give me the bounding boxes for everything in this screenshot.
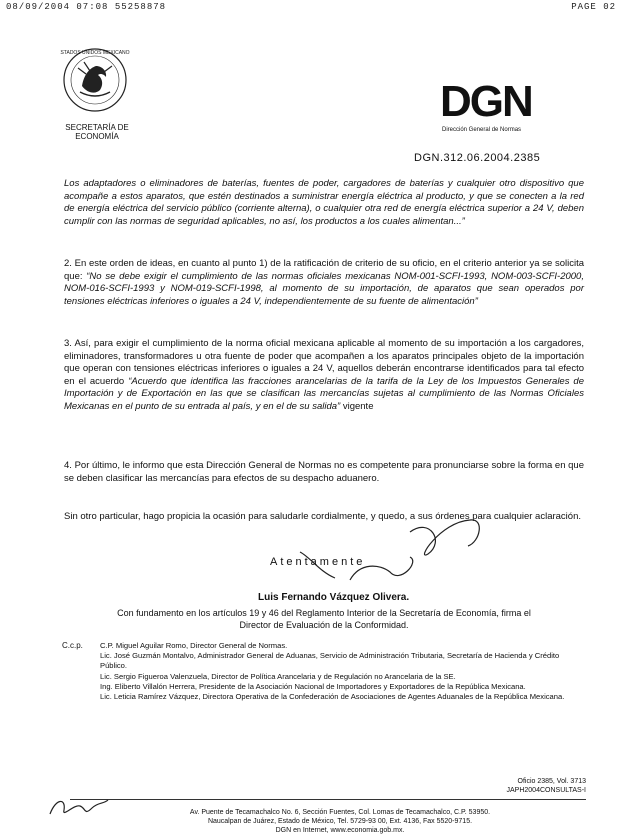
file-reference-line2: JAPH2004CONSULTAS-I [506, 787, 586, 794]
cc-label: C.c.p. [62, 641, 83, 650]
paragraph-2-text: 2. En este orden de ideas, en cuanto al punto 1) de la ratificación de criterio de su oficio, en el criterio anterior ya se solicita que: [64, 258, 584, 282]
paragraph-3 [64, 338, 584, 413]
fax-header-left: 08/09/2004 07:08 55258878 [6, 2, 167, 12]
footer-address [140, 808, 540, 835]
signatory-role [64, 607, 584, 631]
paragraph-3-text: 3. Así, para exigir el cumplimiento de la norma oficial mexicana aplicable al momento de su importación a los cargadores, eliminadores, transformadores u otra fuente de poder que acompañen a los aparatos principales objeto de la importación que operan con tensiones eléctricas inferiores o iguales a 24 V, aquellos deberán encontrarse identificados para tal efecto en el acuerdo [64, 338, 584, 387]
footer-line2: Naucalpan de Juárez, Estado de México, Tel. 5729-93 00, Ext. 4136, Fax 5520-9715. [207, 818, 473, 825]
cc-item: Lic. Sergio Figueroa Valenzuela, Director de Política Arancelaria y de Regulación no Arancelaria de la SE. [100, 671, 456, 681]
signatory-name: Luis Fernando Vázquez Olivera. [258, 592, 410, 603]
svg-text:ESTADOS UNIDOS MEXICANOS: ESTADOS UNIDOS MEXICANOS [60, 50, 130, 56]
cc-item: Lic. José Guzmán Montalvo, Administrador General de Aduanas, Servicio de Administración Tributaria, Secretaría de Hacienda y Crédito Público. [100, 651, 560, 671]
paragraph-2-quote: “No se debe exigir el cumplimiento de las normas oficiales mexicanas NOM-001-SCFI-1993, NOM-003-SCFI-2000, NOM-016-SCFI-1993 y NOM-019-SCFI-1998, al momento de su importación, de aparatos que sean operados por tensiones eléctricas inferiores o iguales a 24 V, independientemente de su fuente de alimentación” [64, 270, 584, 307]
file-reference-line1: Oficio 2385, Vol. 3713 [517, 778, 586, 785]
file-reference [507, 777, 587, 795]
footer-divider [70, 799, 586, 800]
dgn-logo-caption: Dirección General de Normas [442, 127, 522, 133]
closing-atentamente: Atentamente [270, 556, 366, 568]
cc-list [100, 641, 570, 702]
paragraph-quote: Los adaptadores o eliminadores de baterías, fuentes de poder, cargadores de baterías y cualquier otro dispositivo que acompañe a estos aparatos, que estén destinados a suministrar energía eléctrica al producto, y que se conecten a la red de energía eléctrica del servicio público (corriente alterna), o cualquier otra red de energía eléctrica superior a 24 V, deben cumplir con las normas de seguridad aplicables, no así, los productos a los cuales alimentan...” [64, 178, 584, 227]
footer-line3: DGN en Internet, www.economia.gob.mx. [275, 827, 405, 834]
document-reference: DGN.312.06.2004.2385 [414, 152, 541, 164]
seal-emblem [60, 44, 130, 124]
dgn-logo-letters: DGN [440, 77, 532, 126]
footer-line1: Av. Puente de Tecamachalco No. 6, Sección Fuentes, Col. Lomas de Tecamachalco, C.P. 53950. [189, 809, 491, 816]
seal-label: SECRETARÍA DE ECONOMÍA [65, 123, 129, 141]
signatory-role-line2: Director de Evaluación de la Conformidad. [239, 620, 409, 630]
initials-scribble [44, 790, 114, 826]
paragraph-2 [64, 258, 584, 308]
cc-item: Lic. Leticia Ramírez Vázquez, Directora Operativa de la Confederación de Asociaciones de Agentes Aduanales de la República Mexicana. [100, 692, 565, 702]
cc-item: Ing. Eliberto Villalón Herrera, Presidente de la Asociación Nacional de Importadores y Exportadores de la República Mexicana. [100, 681, 526, 691]
signatory-role-line1: Con fundamento en los artículos 19 y 46 del Reglamento Interior de la Secretaría de Economía, firma el [117, 608, 531, 618]
dgn-logo [426, 78, 566, 138]
cc-item: C.P. Miguel Aguilar Romo, Director General de Normas. [100, 641, 288, 650]
paragraph-3-quote: “Acuerdo que identifica las fracciones arancelarias de la tarifa de la Ley de los Impuestos Generales de Importación y de Exportación en las que se clasifican las mercancías sujetas al cumplimiento de las Normas Oficiales Mexicanas en el punto de su entrada al país, y en el de su salida” [64, 375, 584, 412]
eagle-seal-icon [60, 44, 130, 124]
paragraph-closing: Sin otro particular, hago propicia la ocasión para saludarle cordialmente, y quedo, a sus órdenes para cualquier aclaración. [64, 511, 582, 522]
paragraph-3-tail: vigente [340, 400, 374, 412]
paragraph-4: 4. Por último, le informo que esta Dirección General de Normas no es competente para pronunciarse sobre la forma en que se deben clasificar las mercancías para efectos de su despacho aduanero. [64, 460, 584, 484]
fax-header-page: PAGE 02 [571, 2, 616, 12]
